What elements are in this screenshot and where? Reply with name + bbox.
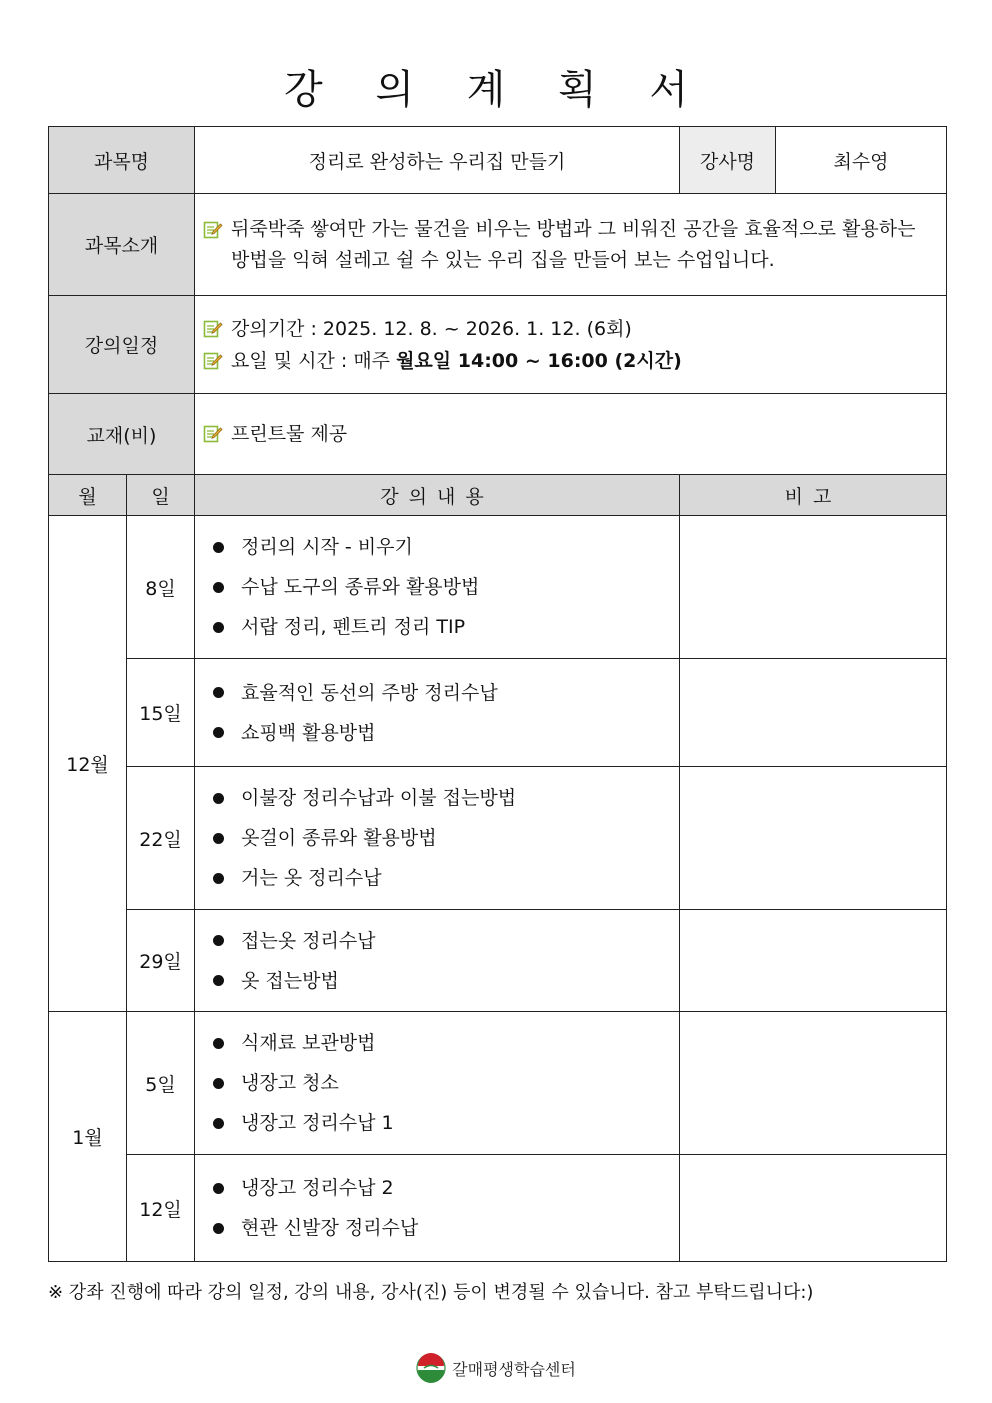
center-logo-icon <box>416 1353 446 1383</box>
list-item: 효율적인 동선의 주방 정리수납 <box>213 673 679 713</box>
bullet-dot-icon <box>213 687 224 698</box>
memo-pencil-icon <box>203 351 223 371</box>
note-cell <box>680 659 947 767</box>
memo-pencil-icon <box>203 220 223 240</box>
bullet-dot-icon <box>213 1183 224 1194</box>
list-item: 현관 신발장 정리수납 <box>213 1208 679 1248</box>
content-list <box>195 673 679 753</box>
period-line <box>195 313 946 345</box>
session-row <box>49 910 947 1012</box>
bullet-dot-icon <box>213 833 224 844</box>
month-cell: 12월 <box>49 516 127 1012</box>
time-text <box>231 345 682 377</box>
list-item: 옷걸이 종류와 활용방법 <box>213 818 679 858</box>
bullet-dot-icon <box>213 873 224 884</box>
intro-cell <box>195 194 947 296</box>
material-cell <box>195 394 947 475</box>
note-cell <box>680 1012 947 1155</box>
day-cell: 15일 <box>127 659 195 767</box>
list-item: 옷 접는방법 <box>213 961 679 1001</box>
session-row <box>49 659 947 767</box>
note-cell <box>680 767 947 910</box>
day-cell: 12일 <box>127 1155 195 1262</box>
content-list <box>195 921 679 1001</box>
content-cell <box>195 910 680 1012</box>
header-content: 강의내용 <box>195 475 680 516</box>
time-line <box>195 345 946 377</box>
schedule-header-row <box>49 475 947 516</box>
bullet-dot-icon <box>213 727 224 738</box>
content-cell <box>195 516 680 659</box>
month-cell: 1월 <box>49 1012 127 1262</box>
course-name-row <box>49 127 947 194</box>
course-name-label: 과목명 <box>49 127 195 194</box>
note-cell <box>680 516 947 659</box>
memo-pencil-icon <box>203 319 223 339</box>
material-value: 프린트물 제공 <box>231 423 348 445</box>
day-cell: 5일 <box>127 1012 195 1155</box>
list-item: 쇼핑백 활용방법 <box>213 713 679 753</box>
day-cell: 8일 <box>127 516 195 659</box>
intro-line <box>195 214 946 276</box>
content-list <box>195 778 679 898</box>
list-item: 수납 도구의 종류와 활용방법 <box>213 567 679 607</box>
content-cell <box>195 767 680 910</box>
header-day: 일 <box>127 475 195 516</box>
bullet-dot-icon <box>213 582 224 593</box>
material-line <box>195 418 946 450</box>
instructor-value: 최수영 <box>776 127 947 194</box>
material-row <box>49 394 947 475</box>
schedule-cell <box>195 296 947 394</box>
bullet-dot-icon <box>213 1078 224 1089</box>
material-label: 교재(비) <box>49 394 195 475</box>
bullet-dot-icon <box>213 542 224 553</box>
content-cell <box>195 659 680 767</box>
org-name: 갈매평생학습센터 <box>452 1359 576 1379</box>
bullet-dot-icon <box>213 975 224 986</box>
list-item: 이불장 정리수납과 이불 접는방법 <box>213 778 679 818</box>
bullet-dot-icon <box>213 1038 224 1049</box>
course-name-value: 정리로 완성하는 우리집 만들기 <box>195 127 680 194</box>
bullet-dot-icon <box>213 1118 224 1129</box>
footnote: ※ 강좌 진행에 따라 강의 일정, 강의 내용, 강사(진) 등이 변경될 수 있습니다. 참고 부탁드립니다:) <box>48 1282 814 1303</box>
lecture-plan-table <box>48 126 947 1262</box>
day-cell: 22일 <box>127 767 195 910</box>
intro-row <box>49 194 947 296</box>
schedule-row <box>49 296 947 394</box>
header-note: 비고 <box>680 475 947 516</box>
list-item: 서랍 정리, 펜트리 정리 TIP <box>213 607 679 647</box>
note-cell <box>680 910 947 1012</box>
header-month: 월 <box>49 475 127 516</box>
list-item: 냉장고 청소 <box>213 1063 679 1103</box>
time-prefix: 요일 및 시간 : 매주 <box>231 349 397 372</box>
bullet-dot-icon <box>213 793 224 804</box>
footer <box>0 1353 992 1383</box>
day-cell: 29일 <box>127 910 195 1012</box>
content-cell <box>195 1012 680 1155</box>
list-item: 정리의 시작 - 비우기 <box>213 527 679 567</box>
bullet-dot-icon <box>213 935 224 946</box>
list-item: 식재료 보관방법 <box>213 1023 679 1063</box>
intro-label: 과목소개 <box>49 194 195 296</box>
content-cell <box>195 1155 680 1262</box>
instructor-label: 강사명 <box>680 127 776 194</box>
bullet-dot-icon <box>213 1223 224 1234</box>
schedule-label: 강의일정 <box>49 296 195 394</box>
period-text: 강의기간 : 2025. 12. 8. ~ 2026. 1. 12. (6회) <box>231 317 632 340</box>
note-cell <box>680 1155 947 1262</box>
list-item: 냉장고 정리수납 1 <box>213 1103 679 1143</box>
document-title: 강 의 계 획 서 <box>283 67 709 113</box>
intro-text: 뒤죽박죽 쌓여만 가는 물건을 비우는 방법과 그 비워진 공간을 효율적으로 활용하는 방법을 익혀 설레고 쉴 수 있는 우리 집을 만들어 보는 수업입니다. <box>231 217 916 271</box>
content-list <box>195 1023 679 1143</box>
session-row <box>49 1012 947 1155</box>
time-bold: 월요일 14:00 ~ 16:00 (2시간) <box>396 349 682 372</box>
session-row <box>49 767 947 910</box>
list-item: 거는 옷 정리수납 <box>213 858 679 898</box>
session-row <box>49 1155 947 1262</box>
list-item: 접는옷 정리수납 <box>213 921 679 961</box>
memo-pencil-icon <box>203 424 223 444</box>
bullet-dot-icon <box>213 622 224 633</box>
content-list <box>195 1168 679 1248</box>
list-item: 냉장고 정리수납 2 <box>213 1168 679 1208</box>
session-row <box>49 516 947 659</box>
content-list <box>195 527 679 647</box>
